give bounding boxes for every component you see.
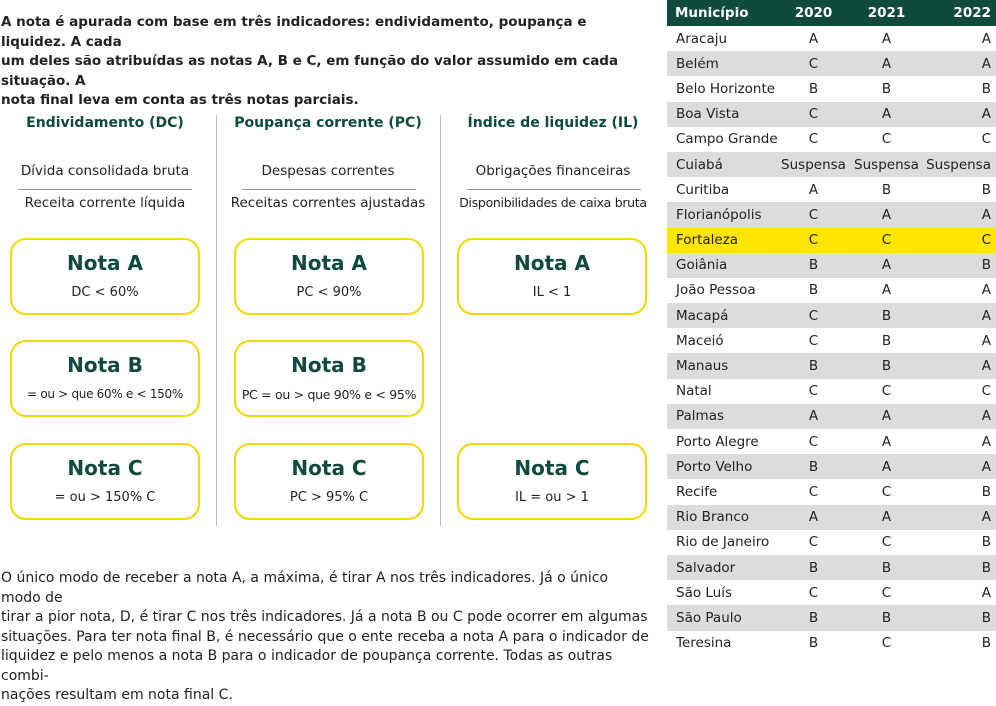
cell-2021: B: [881, 307, 892, 324]
cell-2022: C: [981, 383, 991, 400]
indicator-title-pc: Poupança corrente (PC): [234, 115, 422, 131]
cell-2021: B: [881, 559, 892, 576]
table-row: [667, 26, 996, 51]
cell-2020: B: [808, 257, 819, 274]
cell-2020: B: [808, 635, 819, 652]
table-row: [667, 76, 996, 101]
table-row: [667, 353, 996, 378]
cell-municipio: São Paulo: [676, 609, 742, 626]
table-row: [667, 505, 996, 530]
nota-b-box-pc: [234, 340, 424, 417]
cell-2020: C: [808, 307, 819, 324]
nota-a-box-il: [457, 238, 647, 315]
nota-b-condition: PC = ou > que 90% e < 95%: [241, 387, 417, 402]
nota-a-condition: DC < 60%: [71, 285, 139, 300]
cell-2022: A: [981, 307, 991, 324]
cell-2021: A: [881, 433, 892, 450]
table-body: [667, 26, 996, 656]
nota-c-label: Nota C: [67, 456, 143, 480]
denominator-dc: Receita corrente líquida: [24, 195, 186, 211]
cell-municipio: Teresina: [676, 635, 732, 652]
header-2022: 2022: [953, 5, 991, 21]
cell-municipio: Belém: [676, 55, 719, 72]
table-row: [667, 631, 996, 656]
nota-c-box-il: [457, 443, 647, 520]
footer-text: [1, 569, 649, 706]
cell-2021: A: [881, 458, 892, 475]
municipios-table: [667, 0, 996, 656]
cell-municipio: João Pessoa: [676, 282, 756, 299]
table-row: [667, 102, 996, 127]
nota-a-box-pc: [234, 238, 424, 315]
nota-a-label: Nota A: [291, 251, 367, 275]
cell-2020: C: [808, 232, 819, 249]
numerator-il: Obrigações financeiras: [475, 163, 631, 179]
cell-2021: A: [881, 509, 892, 526]
nota-b-label: Nota B: [67, 353, 143, 377]
fraction-line: [242, 189, 416, 190]
cell-municipio: Rio de Janeiro: [676, 534, 770, 551]
cell-2020: B: [808, 282, 819, 299]
cell-2020: C: [808, 332, 819, 349]
cell-2020: B: [808, 80, 819, 97]
header-2021: 2021: [867, 5, 906, 21]
nota-b-box-dc: [10, 340, 200, 417]
cell-municipio: Rio Branco: [676, 509, 750, 526]
cell-2020: C: [808, 206, 819, 223]
cell-municipio: Fortaleza: [676, 232, 739, 249]
cell-2020: C: [808, 131, 819, 148]
fraction-line: [467, 189, 641, 190]
nota-a-condition: PC < 90%: [296, 285, 362, 300]
header-2020: 2020: [794, 5, 833, 21]
cell-2022: A: [981, 433, 991, 450]
cell-municipio: Macapá: [676, 307, 729, 324]
footer-line: nações resultam em nota final C.: [1, 687, 233, 703]
cell-2022: B: [981, 181, 991, 198]
cell-municipio: Manaus: [676, 358, 729, 375]
cell-2021: C: [881, 131, 892, 148]
cell-2020: Suspensa: [781, 156, 846, 173]
cell-2022: A: [981, 584, 991, 601]
cell-2021: B: [881, 181, 892, 198]
numerator-dc: Dívida consolidada bruta: [20, 163, 190, 179]
table-row: [667, 278, 996, 303]
cell-2020: A: [808, 30, 819, 47]
cell-2020: A: [808, 181, 819, 198]
cell-2021: C: [881, 483, 892, 500]
cell-2022: A: [981, 332, 991, 349]
cell-2020: B: [808, 358, 819, 375]
cell-2020: C: [808, 106, 819, 123]
cell-municipio: Cuiabá: [676, 156, 723, 173]
cell-municipio: Maceió: [676, 332, 724, 349]
cell-2022: A: [981, 206, 991, 223]
intro-line: um deles são atribuídas as notas A, B e C, em função do valor assumido em cada situação. A: [1, 53, 619, 89]
cell-2022: A: [981, 458, 991, 475]
cell-2021: C: [881, 635, 892, 652]
cell-2022: B: [981, 80, 991, 97]
cell-2021: C: [881, 232, 892, 249]
table-row: [667, 454, 996, 479]
cell-2021: A: [881, 282, 892, 299]
table-row: [667, 479, 996, 504]
cell-municipio: Palmas: [676, 408, 725, 425]
indicator-title-il: Índice de liquidez (IL): [467, 115, 639, 131]
cell-2022: A: [981, 106, 991, 123]
cell-2020: C: [808, 483, 819, 500]
cell-2020: C: [808, 584, 819, 601]
cell-2022: A: [981, 55, 991, 72]
footer-line: liquidez e pelo menos a nota B para o indicador de poupança corrente. Todas as outras combi-: [1, 648, 613, 684]
cell-2022: A: [981, 509, 991, 526]
cell-2022: Suspensa: [926, 156, 991, 173]
cell-2021: C: [881, 584, 892, 601]
table-header: [667, 0, 996, 26]
cell-2022: B: [981, 559, 991, 576]
cell-2022: A: [981, 408, 991, 425]
cell-municipio: Aracaju: [676, 30, 728, 47]
nota-b-condition: = ou > que 60% e < 150%: [27, 387, 183, 401]
header-municipio: Município: [675, 5, 749, 21]
table-row: [667, 328, 996, 353]
table-row: [667, 530, 996, 555]
cell-2021: C: [881, 534, 892, 551]
nota-c-box-pc: [234, 443, 424, 520]
cell-2020: B: [808, 559, 819, 576]
cell-municipio: Florianópolis: [676, 206, 762, 223]
nota-c-box-dc: [10, 443, 200, 520]
cell-2021: C: [881, 383, 892, 400]
cell-2021: A: [881, 106, 892, 123]
cell-2020: B: [808, 609, 819, 626]
cell-2022: A: [981, 282, 991, 299]
table-row: [667, 605, 996, 630]
cell-municipio: Campo Grande: [676, 131, 778, 148]
nota-c-condition: IL = ou > 1: [515, 490, 589, 505]
cell-2021: B: [881, 80, 892, 97]
fraction-line: [18, 189, 192, 190]
nota-b-label: Nota B: [291, 353, 367, 377]
numerator-pc: Despesas correntes: [261, 163, 395, 179]
intro-line: nota final leva em conta as três notas parciais.: [1, 92, 359, 108]
cell-2022: B: [981, 257, 991, 274]
cell-municipio: Salvador: [676, 559, 736, 576]
intro-line: A nota é apurada com base em três indicadores: endividamento, poupança e liquidez. A cada: [1, 14, 587, 50]
table-row: [667, 253, 996, 278]
table-row: [667, 177, 996, 202]
cell-2021: B: [881, 332, 892, 349]
cell-municipio: Boa Vista: [676, 106, 740, 123]
nota-c-condition: PC > 95% C: [289, 490, 369, 505]
footer-line: O único modo de receber a nota A, a máxima, é tirar A nos três indicadores. Já o único modo de: [1, 570, 609, 606]
cell-2022: B: [981, 483, 991, 500]
table-row: [667, 202, 996, 227]
cell-2020: C: [808, 534, 819, 551]
nota-c-label: Nota C: [291, 456, 367, 480]
cell-municipio: Porto Alegre: [676, 433, 759, 450]
denominator-pc: Receitas correntes ajustadas: [230, 195, 426, 211]
footer-line: situações. Para ter nota final B, é necessário que o ente receba a nota A para o indicador de: [1, 628, 649, 645]
cell-2020: C: [808, 433, 819, 450]
cell-2021: A: [881, 206, 892, 223]
table-row: [667, 228, 996, 253]
cell-2022: C: [981, 232, 991, 249]
nota-a-label: Nota A: [514, 251, 590, 275]
table-row: [667, 127, 996, 152]
cell-municipio: Goiânia: [676, 257, 728, 274]
cell-municipio: Natal: [676, 383, 712, 400]
cell-2022: B: [981, 534, 991, 551]
table-row: [667, 51, 996, 76]
nota-a-condition: IL < 1: [532, 285, 572, 300]
cell-2020: C: [808, 383, 819, 400]
footer-line: tirar a pior nota, D, é tirar C nos três indicadores. Já a nota B ou C pode ocorrer em algumas: [1, 609, 648, 625]
table-row: [667, 379, 996, 404]
cell-2022: B: [981, 609, 991, 626]
denominator-il: Disponibilidades de caixa bruta: [459, 195, 647, 210]
cell-municipio: São Luís: [676, 584, 733, 601]
intro-text: [1, 13, 651, 111]
cell-2020: C: [808, 55, 819, 72]
cell-2022: B: [981, 635, 991, 652]
cell-2020: A: [808, 509, 819, 526]
cell-2020: B: [808, 458, 819, 475]
nota-a-box-dc: [10, 238, 200, 315]
table-row: [667, 429, 996, 454]
column-divider: [216, 115, 217, 526]
table-row: [667, 152, 996, 177]
indicator-title-dc: Endividamento (DC): [26, 115, 184, 131]
nota-a-label: Nota A: [67, 251, 143, 275]
nota-c-condition: = ou > 150% C: [54, 490, 156, 505]
nota-c-label: Nota C: [514, 456, 590, 480]
cell-municipio: Curitiba: [676, 181, 730, 198]
cell-2022: C: [981, 131, 991, 148]
cell-municipio: Belo Horizonte: [676, 80, 776, 97]
cell-2021: A: [881, 30, 892, 47]
column-divider: [440, 115, 441, 526]
cell-2021: A: [881, 257, 892, 274]
cell-2020: A: [808, 408, 819, 425]
cell-2021: B: [881, 609, 892, 626]
cell-2021: B: [881, 358, 892, 375]
cell-2021: Suspensa: [854, 156, 919, 173]
table-row: [667, 580, 996, 605]
cell-2022: A: [981, 30, 991, 47]
cell-municipio: Porto Velho: [676, 458, 753, 475]
cell-2021: A: [881, 55, 892, 72]
table-row: [667, 555, 996, 580]
table-row: [667, 404, 996, 429]
cell-municipio: Recife: [676, 483, 718, 500]
table-row: [667, 303, 996, 328]
cell-2021: A: [881, 408, 892, 425]
cell-2022: A: [981, 358, 991, 375]
